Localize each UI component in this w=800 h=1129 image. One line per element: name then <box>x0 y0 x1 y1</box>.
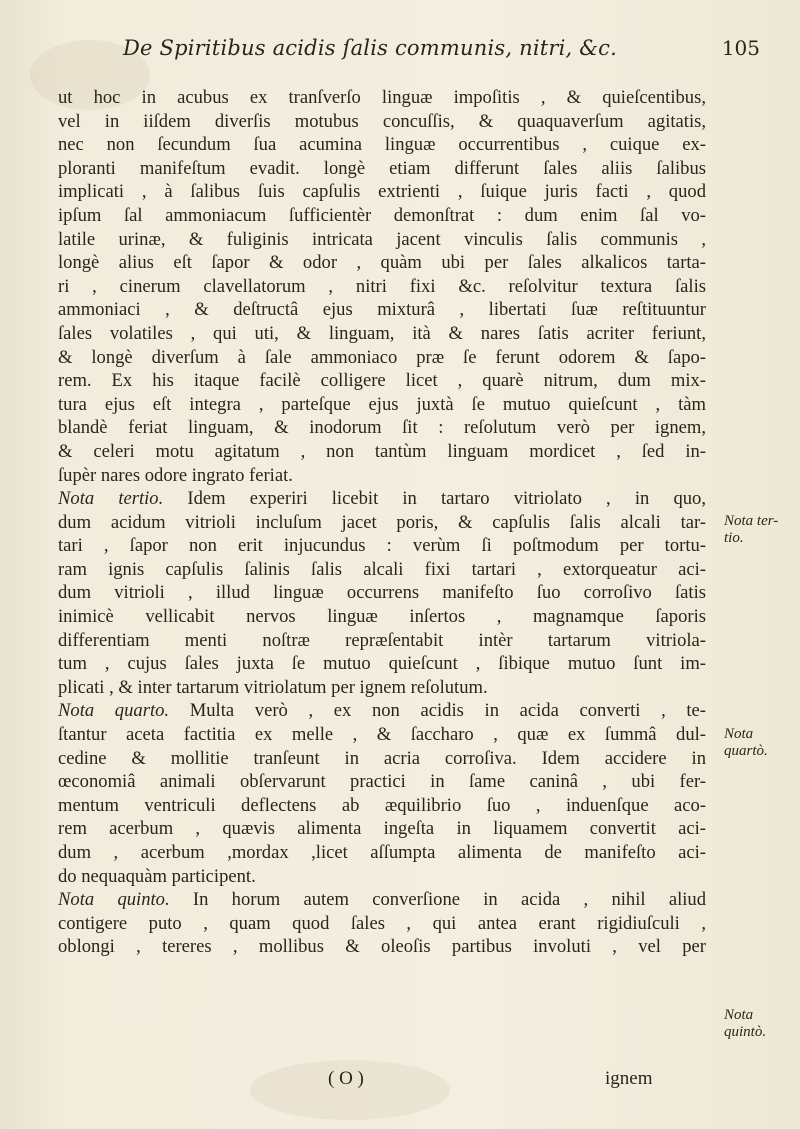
text-line <box>58 157 706 181</box>
text-line <box>58 464 706 488</box>
signature-mark: ( O ) <box>328 1068 364 1089</box>
line-text: ammoniaci , & deſtructâ ejus mixturâ , libertati ſuæ reſtituuntur <box>58 299 706 321</box>
running-header <box>40 36 760 76</box>
line-text: do nequaquàm participent. <box>58 865 256 887</box>
margin-note-quinto <box>724 1007 794 1041</box>
line-text: cedine & mollitie tranſeunt in acria corroſiva. Idem accidere in <box>58 747 706 769</box>
line-text: dum , acerbum ,mordax ,licet aſſumpta alimenta de manifeſto aci- <box>58 842 706 863</box>
line-text: œconomiâ animali obſervarunt practici in ſame caninâ , ubi fer- <box>58 771 706 793</box>
body-text <box>58 86 706 959</box>
text-line <box>58 841 706 865</box>
line-text: ſtantur aceta factitia ex melle , & ſaccharo , quæ ex ſummâ dul- <box>58 724 706 746</box>
running-title: De Spiritibus acidis ſalis communis, nitri, &c. <box>122 36 618 60</box>
text-line <box>58 322 706 346</box>
line-text: rem acerbum , quævis alimenta ingeſta in liquamem convertit aci- <box>58 818 706 840</box>
line-text: In horum autem converſione in acida , nihil aliud <box>169 889 707 911</box>
line-text: plicati , & inter tartarum vitriolatum per ignem reſolutum. <box>58 676 488 698</box>
text-line <box>58 865 706 889</box>
text-line <box>58 369 706 393</box>
line-text: ſales volatiles , qui uti, & linguam, ità & nares ſatis acriter feriunt, <box>58 322 706 344</box>
margin-note-text: Nota quintò. <box>724 1007 767 1040</box>
text-line <box>58 251 706 275</box>
text-line <box>58 534 706 558</box>
text-line <box>58 275 706 299</box>
text-line <box>58 605 706 629</box>
line-text: ri , cinerum clavellatorum , nitri fixi &c. reſolvitur textura ſalis <box>58 275 706 297</box>
line-text: dum vitrioli , illud linguæ occurrens manifeſto ſuo corroſivo ſatis <box>58 582 706 604</box>
page-number: 105 <box>721 36 760 60</box>
note-label: Nota quinto. <box>58 889 170 911</box>
text-line <box>58 440 706 464</box>
text-line <box>58 180 706 204</box>
margin-note-text: Nota quartò. <box>724 726 768 759</box>
text-line <box>58 652 706 676</box>
line-text: tura ejus eſt integra , parteſque ejus juxtà ſe mutuo quieſcunt , tàm <box>58 393 706 415</box>
line-text: ſupèr nares odore ingrato feriat. <box>58 464 293 486</box>
text-line <box>58 558 706 582</box>
text-line <box>58 110 706 134</box>
line-text: longè alius eſt ſapor & odor , quàm ubi per ſales alkalicos tarta- <box>58 252 706 274</box>
line-text: tari , ſapor non erit injucundus : verùm ſi poſtmodum per tortu- <box>58 535 706 557</box>
text-line <box>58 416 706 440</box>
text-line <box>58 228 706 252</box>
text-line <box>58 487 706 511</box>
margin-note-text: Nota ter- tio. <box>724 513 779 546</box>
line-text: oblongi , tereres , mollibus & oleoſis partibus involuti , vel per <box>58 936 706 958</box>
margin-note-tertio <box>724 513 794 547</box>
text-line <box>58 298 706 322</box>
text-line <box>58 676 706 700</box>
text-line <box>58 393 706 417</box>
text-line <box>58 629 706 653</box>
text-line <box>58 935 706 959</box>
catchword: ignem <box>605 1068 653 1089</box>
text-line <box>58 86 706 110</box>
note-label: Nota tertio. <box>58 488 164 510</box>
line-text: Idem experiri licebit in tartaro vitriolato , in quo, <box>163 488 706 510</box>
line-text: nec non ſecundum ſua acumina linguæ occurrentibus , cuique ex- <box>58 134 706 156</box>
text-line <box>58 794 706 818</box>
text-line <box>58 581 706 605</box>
text-line <box>58 770 706 794</box>
line-text: implicati , à ſalibus ſuis capſulis extrienti , ſuique juris facti , quod <box>58 181 706 203</box>
line-text: ram ignis capſulis ſalinis ſalis alcali fixi tartari , extorqueatur aci- <box>58 558 706 580</box>
text-line <box>58 888 706 912</box>
line-text: & celeri motu agitatum , non tantùm linguam mordicet , ſed in- <box>58 440 706 462</box>
text-line <box>58 723 706 747</box>
line-text: & longè diverſum à ſale ammoniaco præ ſe ferunt odorem & ſapo- <box>58 346 706 368</box>
line-text: inimicè vellicabit nervos linguæ inſertos , magnamque ſaporis <box>58 606 706 628</box>
text-line <box>58 747 706 771</box>
line-text: ploranti manifeſtum evadit. longè etiam differunt ſales aliis ſalibus <box>58 157 706 179</box>
line-text: blandè feriat linguam, & inodorum ſit : reſolutum verò per ignem, <box>58 417 706 439</box>
line-text: vel in iiſdem diverſis motubus concuſſis, & quaquaverſum agitatis, <box>58 110 706 132</box>
line-text: Multa verò , ex non acidis in acida converti , te- <box>169 700 706 722</box>
text-line <box>58 204 706 228</box>
margin-note-quarto <box>724 726 794 760</box>
line-text: ut hoc in acubus ex tranſverſo linguæ impoſitis , & quieſcentibus, <box>58 87 706 108</box>
line-text: mentum ventriculi deflectens ab æquilibrio ſuo , induenſque aco- <box>58 794 706 816</box>
line-text: latile urinæ, & fuliginis intricata jacent vinculis ſalis communis , <box>58 228 706 250</box>
text-line <box>58 133 706 157</box>
note-label: Nota quarto. <box>58 700 170 722</box>
text-line <box>58 699 706 723</box>
text-line <box>58 817 706 841</box>
text-line <box>58 511 706 535</box>
line-text: dum acidum vitrioli incluſum jacet poris, & capſulis ſalis alcali tar- <box>58 511 706 533</box>
text-line <box>58 346 706 370</box>
line-text: tum , cujus ſales juxta ſe mutuo quieſcunt , ſibique mutuo ſunt im- <box>58 653 706 675</box>
line-text: contigere puto , quam quod ſales , qui antea erant rigidiuſculi , <box>58 912 706 934</box>
line-text: ipſum ſal ammoniacum ſufficientèr demonſtrat : dum enim ſal vo- <box>58 204 706 226</box>
line-text: rem. Ex his itaque facilè colligere licet , quarè nitrum, dum mix- <box>58 370 706 392</box>
line-text: differentiam menti noſtræ repræſentabit intèr tartarum vitriola- <box>58 629 706 651</box>
text-line <box>58 912 706 936</box>
